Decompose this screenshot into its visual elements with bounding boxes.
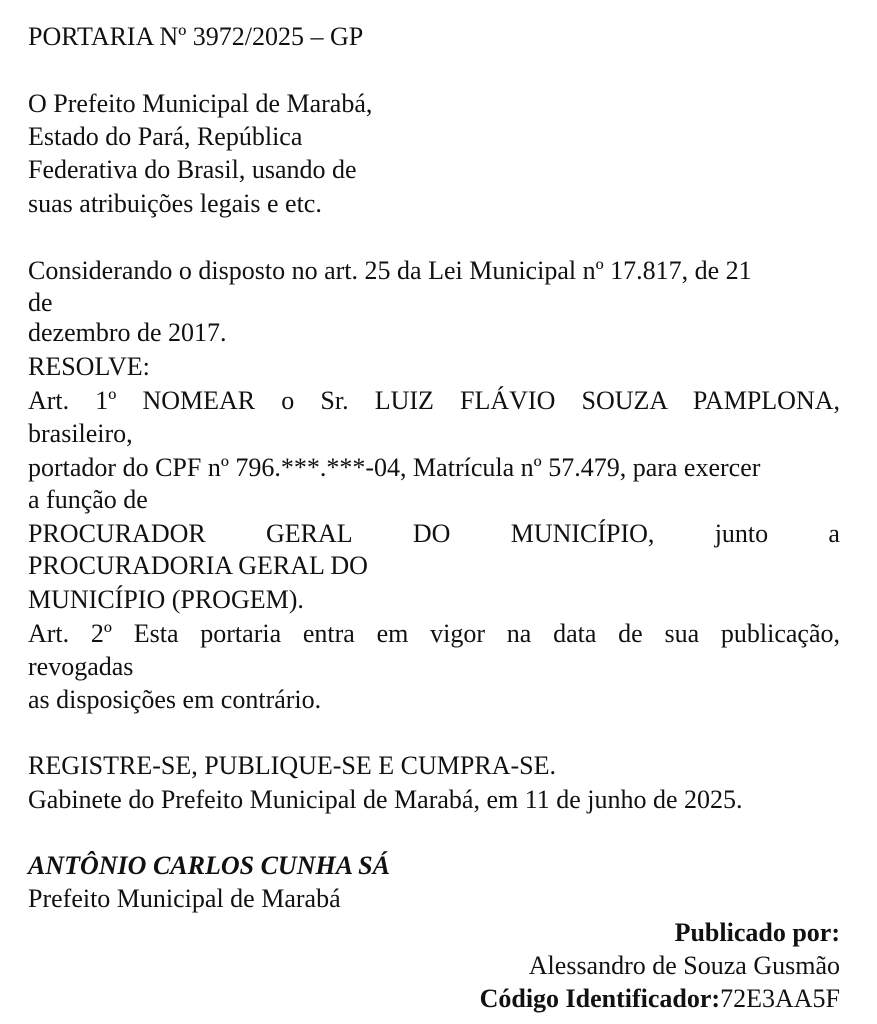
code-label: Código Identificador: bbox=[479, 984, 721, 1013]
art1-line-6: PROCURADORIA GERAL DO bbox=[28, 551, 368, 580]
art1-line-5 bbox=[28, 519, 840, 549]
preamble-line-2: Estado do Pará, República bbox=[28, 122, 303, 151]
resolve-heading: RESOLVE: bbox=[28, 352, 150, 381]
preamble-line-3: Federativa do Brasil, usando de bbox=[28, 155, 357, 184]
art1-line-4: a função de bbox=[28, 485, 148, 514]
identifier-code-line bbox=[480, 984, 840, 1014]
art1-word: DO bbox=[412, 519, 451, 548]
document-title: PORTARIA Nº 3972/2025 – GP bbox=[28, 22, 364, 51]
considerando-line-3: dezembro de 2017. bbox=[28, 318, 227, 347]
art1-word: junto bbox=[714, 519, 769, 548]
art1-word: PROCURADOR bbox=[28, 519, 206, 548]
art1-word: GERAL bbox=[265, 519, 353, 548]
art1-line-1: Art. 1º NOMEAR o Sr. LUIZ FLÁVIO SOUZA PAMPLONA, bbox=[28, 386, 840, 415]
published-by-label: Publicado por: bbox=[674, 918, 840, 947]
art1-line-7: MUNICÍPIO (PROGEM). bbox=[28, 585, 304, 614]
art1-word: a bbox=[828, 519, 840, 548]
signatory-name: ANTÔNIO CARLOS CUNHA SÁ bbox=[28, 851, 390, 880]
art1-line-3: portador do CPF nº 796.***.***-04, Matrícula nº 57.479, para exercer bbox=[28, 453, 761, 482]
preamble-line-4: suas atribuições legais e etc. bbox=[28, 189, 322, 218]
gabinete-line: Gabinete do Prefeito Municipal de Marabá, em 11 de junho de 2025. bbox=[28, 785, 743, 814]
considerando-line-2: de bbox=[28, 288, 53, 317]
preamble-line-1: O Prefeito Municipal de Marabá, bbox=[28, 89, 373, 118]
art2-line-1: Art. 2º Esta portaria entra em vigor na data de sua publicação, bbox=[28, 619, 840, 648]
art2-line-2: revogadas bbox=[28, 652, 134, 681]
art1-line-2: brasileiro, bbox=[28, 419, 133, 448]
signatory-role: Prefeito Municipal de Marabá bbox=[28, 884, 341, 913]
publisher-name: Alessandro de Souza Gusmão bbox=[528, 951, 840, 980]
art2-line-3: as disposições em contrário. bbox=[28, 685, 322, 714]
considerando-line-1: Considerando o disposto no art. 25 da Lei Municipal nº 17.817, de 21 bbox=[28, 256, 752, 285]
registre-line: REGISTRE-SE, PUBLIQUE-SE E CUMPRA-SE. bbox=[28, 751, 556, 780]
code-value: 72E3AA5F bbox=[720, 984, 840, 1013]
art1-word: MUNICÍPIO, bbox=[510, 519, 655, 548]
